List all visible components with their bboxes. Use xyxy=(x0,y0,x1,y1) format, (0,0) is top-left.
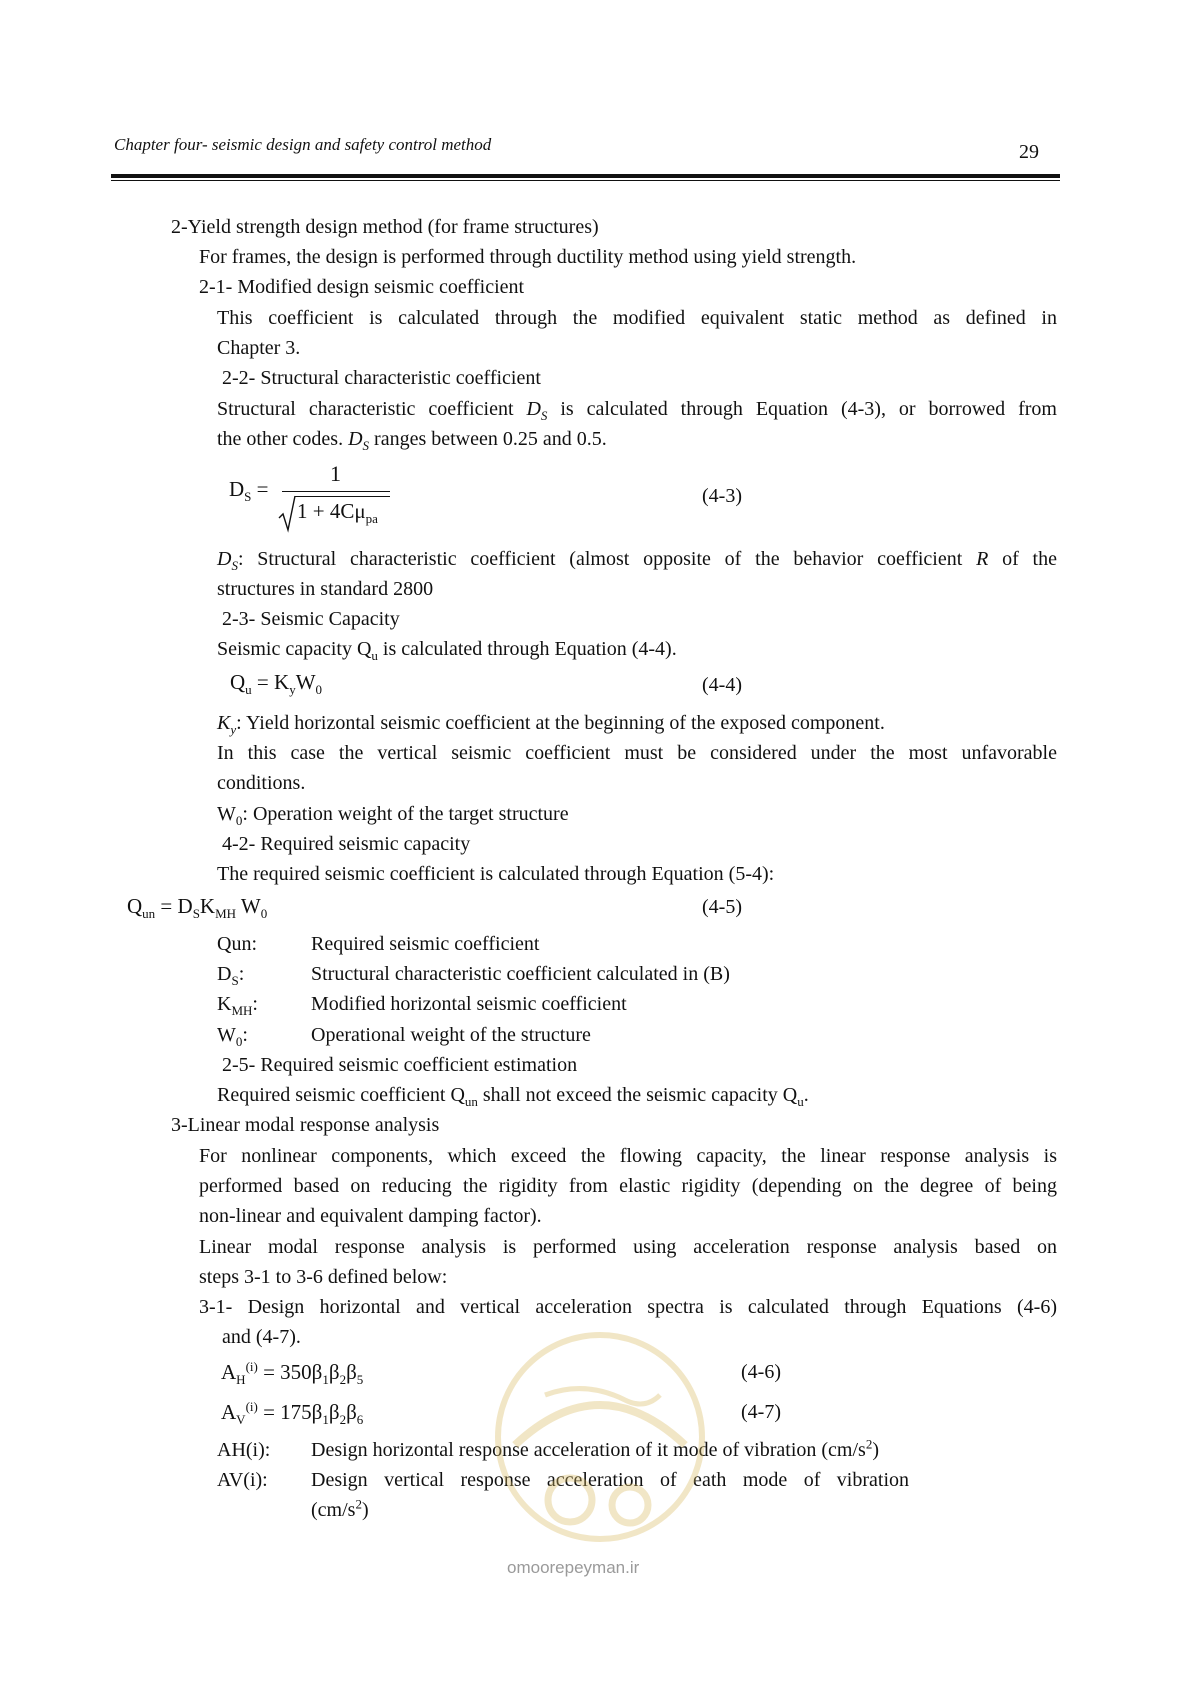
section-3-heading: 3-Linear modal response analysis xyxy=(171,1114,440,1136)
eq-4-4: $Q_u = K_yW_0$ xyxy=(230,670,323,698)
section-3-1-line2: and (4-7). xyxy=(222,1326,301,1348)
w0-definition: $W_0$: Operation weight of the target structure xyxy=(217,803,569,828)
def-value: Modified horizontal seismic coefficient xyxy=(311,993,627,1015)
vertical-coefficient-line1: In this case the vertical seismic coefficient must be considered under the most unfavorable xyxy=(217,742,1057,764)
section-2-1-text-line1: This coefficient is calculated through the modified equivalent static method as defined in xyxy=(217,307,1057,329)
ds-symbol: $D_S$ xyxy=(348,428,370,453)
chapter-header: Chapter four- seismic design and safety control method xyxy=(114,135,492,154)
section-2-5-text: Required seismic coefficient $Q_{un}$ shall not exceed the seismic capacity $Q_u$. xyxy=(217,1084,809,1109)
section-2-2-text-line1 xyxy=(217,394,1057,424)
ds-symbol: $D_S$ xyxy=(526,398,548,423)
text-run: ranges between 0.25 and 0.5. xyxy=(369,428,607,450)
eq-4-7: $A_V^{(i)} = 175\beta_1\beta_2\beta_6$ xyxy=(221,1399,364,1428)
text-run: the other codes. xyxy=(217,428,349,450)
section-2-2-heading: 2-2- Structural characteristic coefficient xyxy=(222,367,541,389)
eq-4-3-lhs: $D_S$ = xyxy=(229,477,269,505)
section-3-p1-line1: For nonlinear components, which exceed the flowing capacity, the linear response analysis is xyxy=(199,1145,1057,1167)
sqrt-symbol-icon xyxy=(278,494,298,534)
section-2-2-text-line2 xyxy=(217,424,607,454)
watermark-logo-icon xyxy=(485,1325,715,1555)
section-3-p2-line1: Linear modal response analysis is performed using acceleration response analysis based on xyxy=(199,1236,1057,1258)
eq-4-3-numerator: 1 xyxy=(330,461,341,486)
def-key-ah: AH(i): xyxy=(217,1439,271,1461)
section-2-1-heading: 2-1- Modified design seismic coefficient xyxy=(199,276,525,298)
def-key-kmh: $K_{MH}$: xyxy=(217,993,258,1018)
text-run: Structural characteristic coefficient xyxy=(217,398,527,420)
def-value-av-line1: Design vertical response acceleration of eath mode of vibration xyxy=(311,1469,909,1491)
eq-4-3-sqrt-overline xyxy=(295,496,390,497)
def-value: Structural characteristic coefficient calculated in (B) xyxy=(311,963,730,985)
section-2-3-text: Seismic capacity $Q_u$ is calculated through Equation (4-4). xyxy=(217,638,677,663)
ds-symbol: $D_S$ xyxy=(217,548,238,573)
watermark-url: omoorepeyman.ir xyxy=(507,1558,640,1577)
def-value-ah: Design horizontal response acceleration of it mode of vibration $(cm/s^2)$ xyxy=(311,1436,879,1461)
section-2-1-text-line2: Chapter 3. xyxy=(217,337,301,359)
section-4-2-text: The required seismic coefficient is calculated through Equation (5-4): xyxy=(217,863,775,885)
section-4-2-heading: 4-2- Required seismic capacity xyxy=(222,833,471,855)
ky-symbol: $K_y$ xyxy=(217,712,237,737)
eq-4-5-number: (4-5) xyxy=(702,896,742,918)
eq-4-6-number: (4-6) xyxy=(741,1361,781,1383)
def-key-av: AV(i): xyxy=(217,1469,268,1491)
header-rule-thick xyxy=(111,174,1060,178)
eq-4-3-fraction-bar xyxy=(282,491,390,492)
section-3-p1-line3: non-linear and equivalent damping factor). xyxy=(199,1205,542,1227)
text-run: of the xyxy=(988,548,1057,570)
def-key-w0: $W_0$: xyxy=(217,1024,248,1049)
header-rule-thin xyxy=(111,180,1060,181)
def-key-qun: Qun: xyxy=(217,933,257,955)
section-2-5-heading: 2-5- Required seismic coefficient estimation xyxy=(222,1054,578,1076)
text-run: is calculated through Equation (4-3), or borrowed from xyxy=(547,398,1057,420)
section-2-3-heading: 2-3- Seismic Capacity xyxy=(222,608,400,630)
ds-definition-line1 xyxy=(217,544,1057,574)
eq-4-3-denominator: $1 + 4C\mu_{pa}$ xyxy=(297,499,378,527)
section-2-intro: For frames, the design is performed through ductility method using yield strength. xyxy=(199,246,857,268)
def-key-ds: $D_S$: xyxy=(217,963,245,988)
eq-4-4-number: (4-4) xyxy=(702,674,742,696)
eq-4-5: $Q_{un} = D_SK_{MH}$ $W_0$ xyxy=(127,894,268,922)
def-value: Required seismic coefficient xyxy=(311,933,540,955)
vertical-coefficient-line2: conditions. xyxy=(217,772,306,794)
section-3-p2-line2: steps 3-1 to 3-6 defined below: xyxy=(199,1266,448,1288)
r-symbol: R xyxy=(976,548,989,570)
ky-definition: $K_y$: Yield horizontal seismic coefficient at the beginning of the exposed component. xyxy=(217,712,885,737)
section-3-p1-line2: performed based on reducing the rigidity from elastic rigidity (depending on the degree of being xyxy=(199,1175,1057,1197)
section-2-heading: 2-Yield strength design method (for frame structures) xyxy=(171,216,599,238)
def-value: Operational weight of the structure xyxy=(311,1024,591,1046)
section-3-1-line1: 3-1- Design horizontal and vertical acceleration spectra is calculated through Equations (4-6) xyxy=(199,1296,1057,1318)
eq-4-6: $A_H^{(i)} = 350\beta_1\beta_2\beta_5$ xyxy=(221,1359,364,1388)
text-run: : Structural characteristic coefficient (almost opposite of the behavior coefficient xyxy=(237,548,977,570)
eq-4-3-number: (4-3) xyxy=(702,485,742,507)
ds-definition-line2: structures in standard 2800 xyxy=(217,578,434,600)
eq-4-7-number: (4-7) xyxy=(741,1401,781,1423)
def-value-av-line2: $(cm/s^2)$ xyxy=(311,1496,369,1521)
page-number: 29 xyxy=(1019,141,1039,163)
